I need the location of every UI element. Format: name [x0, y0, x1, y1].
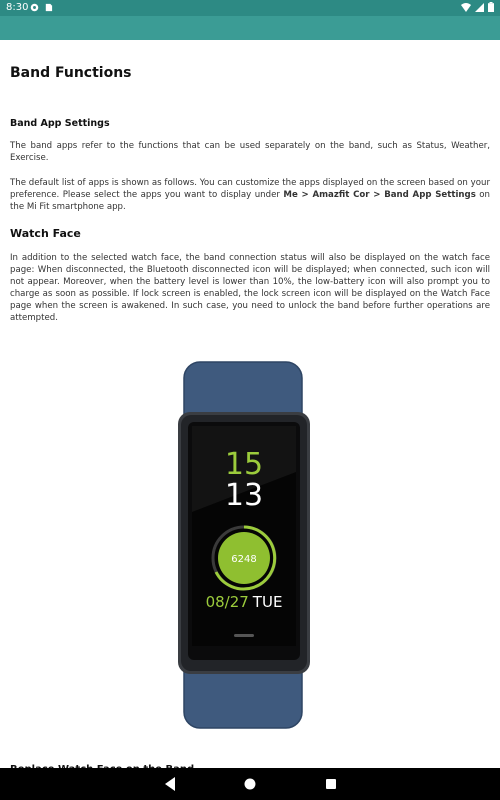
band-image [178, 362, 310, 728]
band-minute: 13 [224, 478, 264, 513]
settings-icon [30, 3, 39, 12]
paragraph-text: on the Mi Fit smartphone app. [10, 190, 490, 212]
band-hour: 15 [224, 447, 264, 482]
settings-path: Me > Amazfit Cor > Band App Settings [283, 190, 476, 200]
back-icon[interactable] [163, 776, 177, 792]
band-weekday: TUE [252, 593, 283, 611]
paragraph-band-apps: The band apps refer to the functions that can be used separately on the band, such as Status, Weather, Exercise. [10, 141, 490, 163]
band-touch-key [234, 634, 254, 637]
status-time: 8:30 [6, 2, 29, 13]
battery-icon [488, 2, 494, 12]
home-icon[interactable] [243, 776, 257, 792]
section-heading-band-app-settings: Band App Settings [10, 118, 110, 129]
signal-icon [475, 3, 484, 12]
section-heading-watch-face: Watch Face [10, 227, 81, 240]
band-date-line [206, 593, 283, 611]
paragraph-default-apps [10, 177, 490, 213]
app-bar [0, 16, 500, 40]
paragraph-watch-face: In addition to the selected watch face, the band connection status will also be displayed on the watch face page: When disconnected, the Bluetooth disconnected icon will be displayed; when connected, such icon will not appear. Moreover, when the battery level is lower than 10%, the low-battery icon will also prompt you to charge as soon as possible. If lock screen is enabled, the lock screen icon will be displayed on the Watch Face page when the screen is awakened. In such case, you need to unlock the band before further operations are attempted. [10, 253, 490, 323]
recents-icon[interactable] [324, 776, 338, 792]
page-title: Band Functions [10, 65, 132, 81]
wifi-icon [461, 3, 471, 12]
sd-card-icon [44, 3, 53, 12]
navigation-bar [0, 768, 500, 800]
band-date: 08/27 [205, 593, 249, 611]
band-steps: 6248 [231, 554, 257, 565]
article-content[interactable] [0, 40, 500, 768]
paragraph-text: The default list of apps is shown as follows. You can customize the apps displayed on the screen based on your preference. Please select the apps you want to display under [10, 178, 490, 200]
status-bar [0, 0, 500, 16]
